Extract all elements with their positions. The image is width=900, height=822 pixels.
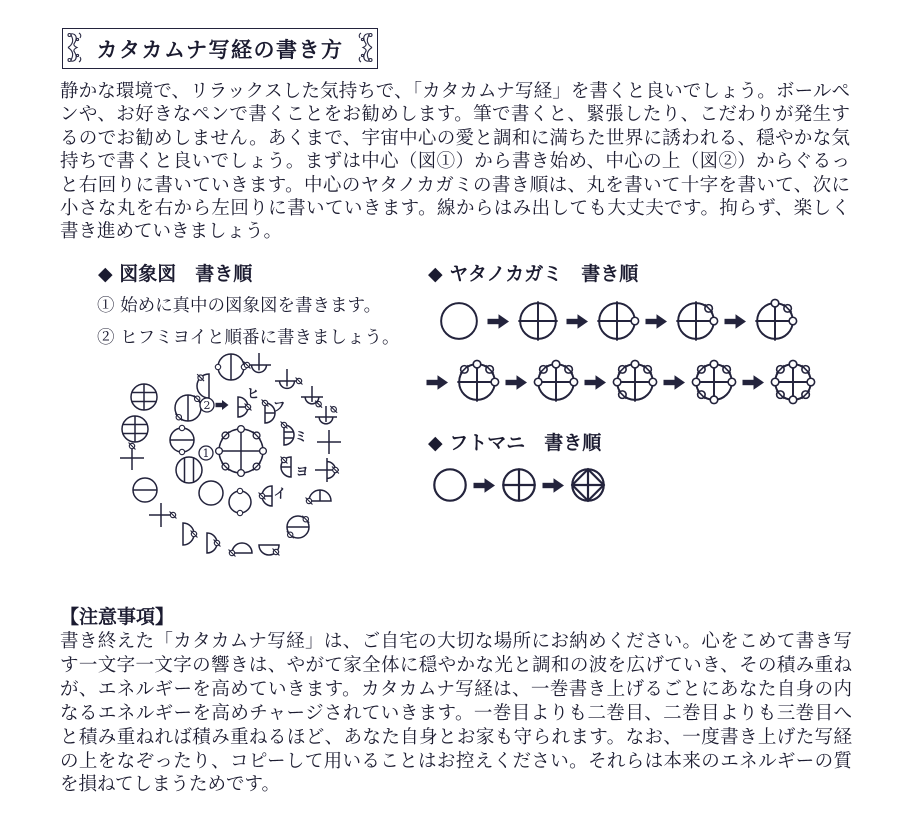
zushozu-step-1: ① 始めに真中の図象図を書きます。 [97, 296, 382, 316]
futomani-step-diagram [499, 465, 539, 505]
zushozu-step-2: ② ヒフミヨイと順番に書きましょう。 [97, 328, 400, 348]
ornament-flourish-icon [353, 30, 375, 65]
yatanokagami-step-diagram [689, 357, 739, 407]
katakamuna-glyph [315, 458, 339, 482]
title-box [62, 28, 378, 69]
katakamuna-glyph [170, 425, 194, 454]
katakamuna-glyph [315, 406, 337, 424]
arrow-icon [566, 313, 589, 330]
katakamuna-glyph [183, 523, 197, 545]
arrow-icon [505, 374, 528, 391]
yatanokagami-step-diagram [671, 296, 721, 346]
katakamuna-glyph [229, 543, 252, 556]
katakamuna-glyph [149, 503, 176, 527]
arrow-icon [216, 400, 229, 410]
svg-text:2: 2 [203, 398, 211, 412]
katakamuna-glyph [317, 430, 341, 454]
katakamuna-glyph [281, 457, 291, 477]
svg-text:1: 1 [202, 446, 210, 460]
arrow-icon [426, 374, 449, 391]
katakamuna-glyph [120, 443, 144, 470]
figure-kana-label: ヒ [246, 387, 260, 402]
katakamuna-glyph [229, 488, 251, 515]
katakamuna-glyph [199, 481, 223, 505]
futomani-step-diagram [568, 465, 608, 505]
arrow-icon [584, 374, 607, 391]
yatanokagami-step-diagram [434, 296, 484, 346]
figure-number-label [199, 446, 213, 460]
katakamuna-glyph [275, 369, 302, 388]
katakamuna-glyph [259, 545, 279, 555]
notes-heading: 【注意事項】 [60, 606, 175, 628]
katakamuna-glyph [207, 533, 220, 553]
figure-kana-label: ヨ [295, 465, 309, 480]
figure-kana-label: フ [272, 400, 286, 415]
figure-kana-label: ミ [294, 430, 308, 445]
futomani-step-diagram [430, 465, 470, 505]
yatanokagami-order-row-1 [434, 296, 800, 346]
yatanokagami-step-diagram [768, 357, 818, 407]
section-heading-yatanokagami: ◆ ヤタノカガミ 書き順 [428, 263, 639, 285]
arrow-icon [487, 313, 510, 330]
notes-paragraph: 書き終えた「カタカムナ写経」は、ご自宅の大切な場所にお納めください。心をこめて書き写す一文字一文字の響きは、やがて家全体に穏やかな光と調和の波を広げていき、その積み重ねが、エネルギーを高めていきます。カタカムナ写経は、一巻書き上げるごとにあなた自身の内なるエネルギーを高めチャージされていきます。一巻目よりも二巻目、二巻目よりも三巻目へと積み重ねれば積み重ねるほど、あなた自身とお家も守られます。なお、一度書き上げた写経の上をなぞったり、コピーして用いることはお控えください。それらは本来のエネルギーの質を損ねてしまうためです。 [60, 631, 852, 796]
yatanokagami-step-diagram [592, 296, 642, 346]
arrow-icon [542, 477, 565, 494]
katakamuna-glyph [301, 386, 323, 408]
yatanokagami-order-row-2 [426, 357, 818, 407]
katakamuna-glyph [197, 374, 209, 398]
katakamuna-spiral-figure [95, 350, 395, 595]
yatanokagami-step-diagram [610, 357, 660, 407]
intro-paragraph: 静かな環境で、リラックスした気持ちで、「カタカムナ写経」を書くと良いでしょう。ボールペンや、お好きなペンで書くことをお勧めします。筆で書くと、緊張したり、こだわりが発生するのでお勧めしません。あくまで、宇宙中心の愛と調和に満ちた世界に誘われる、穏やかな気持ちで書くと良いでしょう。まずは中心（図①）から書き始め、中心の上（図②）からぐるっと右回りに書いていきます。中心のヤタノカガミの書き順は、丸を書いて十字を書いて、次に小さな丸を右から左回りに書いていきます。線からはみ出しても大丈夫です。拘らず、楽しく書き進めていきましょう。 [60, 81, 850, 243]
section-heading-futomani: ◆ フトマニ 書き順 [428, 432, 602, 454]
katakamuna-glyph [259, 486, 272, 506]
yatanokagami-step-diagram [452, 357, 502, 407]
arrow-icon [645, 313, 668, 330]
ornament-flourish-icon [65, 30, 87, 65]
arrow-icon [663, 374, 686, 391]
yatanokagami-step-diagram [513, 296, 563, 346]
katakamuna-glyph [244, 353, 271, 372]
katakamuna-glyph [133, 478, 157, 502]
futomani-order-row [430, 465, 608, 505]
katakamuna-glyph [175, 395, 201, 421]
katakamuna-glyph [176, 457, 202, 483]
arrow-icon [473, 477, 496, 494]
arrow-icon [724, 313, 747, 330]
arrow-icon [742, 374, 765, 391]
yatanokagami-step-diagram [531, 357, 581, 407]
katakamuna-glyph [287, 516, 309, 538]
yatanokagami-step-diagram [750, 296, 800, 346]
figure-number-label [200, 398, 214, 412]
katakamuna-glyph [281, 422, 294, 445]
katakamuna-glyph [306, 490, 331, 504]
katakamuna-glyph [122, 416, 148, 442]
page-title: カタカムナ写経の書き方 [96, 36, 344, 62]
katakamuna-glyph [131, 384, 157, 410]
katakamuna-glyph [215, 354, 246, 380]
figure-kana-label: イ [273, 487, 287, 502]
katakamuna-glyph [216, 426, 267, 477]
section-heading-zushozu: ◆ 図象図 書き順 [98, 263, 253, 285]
